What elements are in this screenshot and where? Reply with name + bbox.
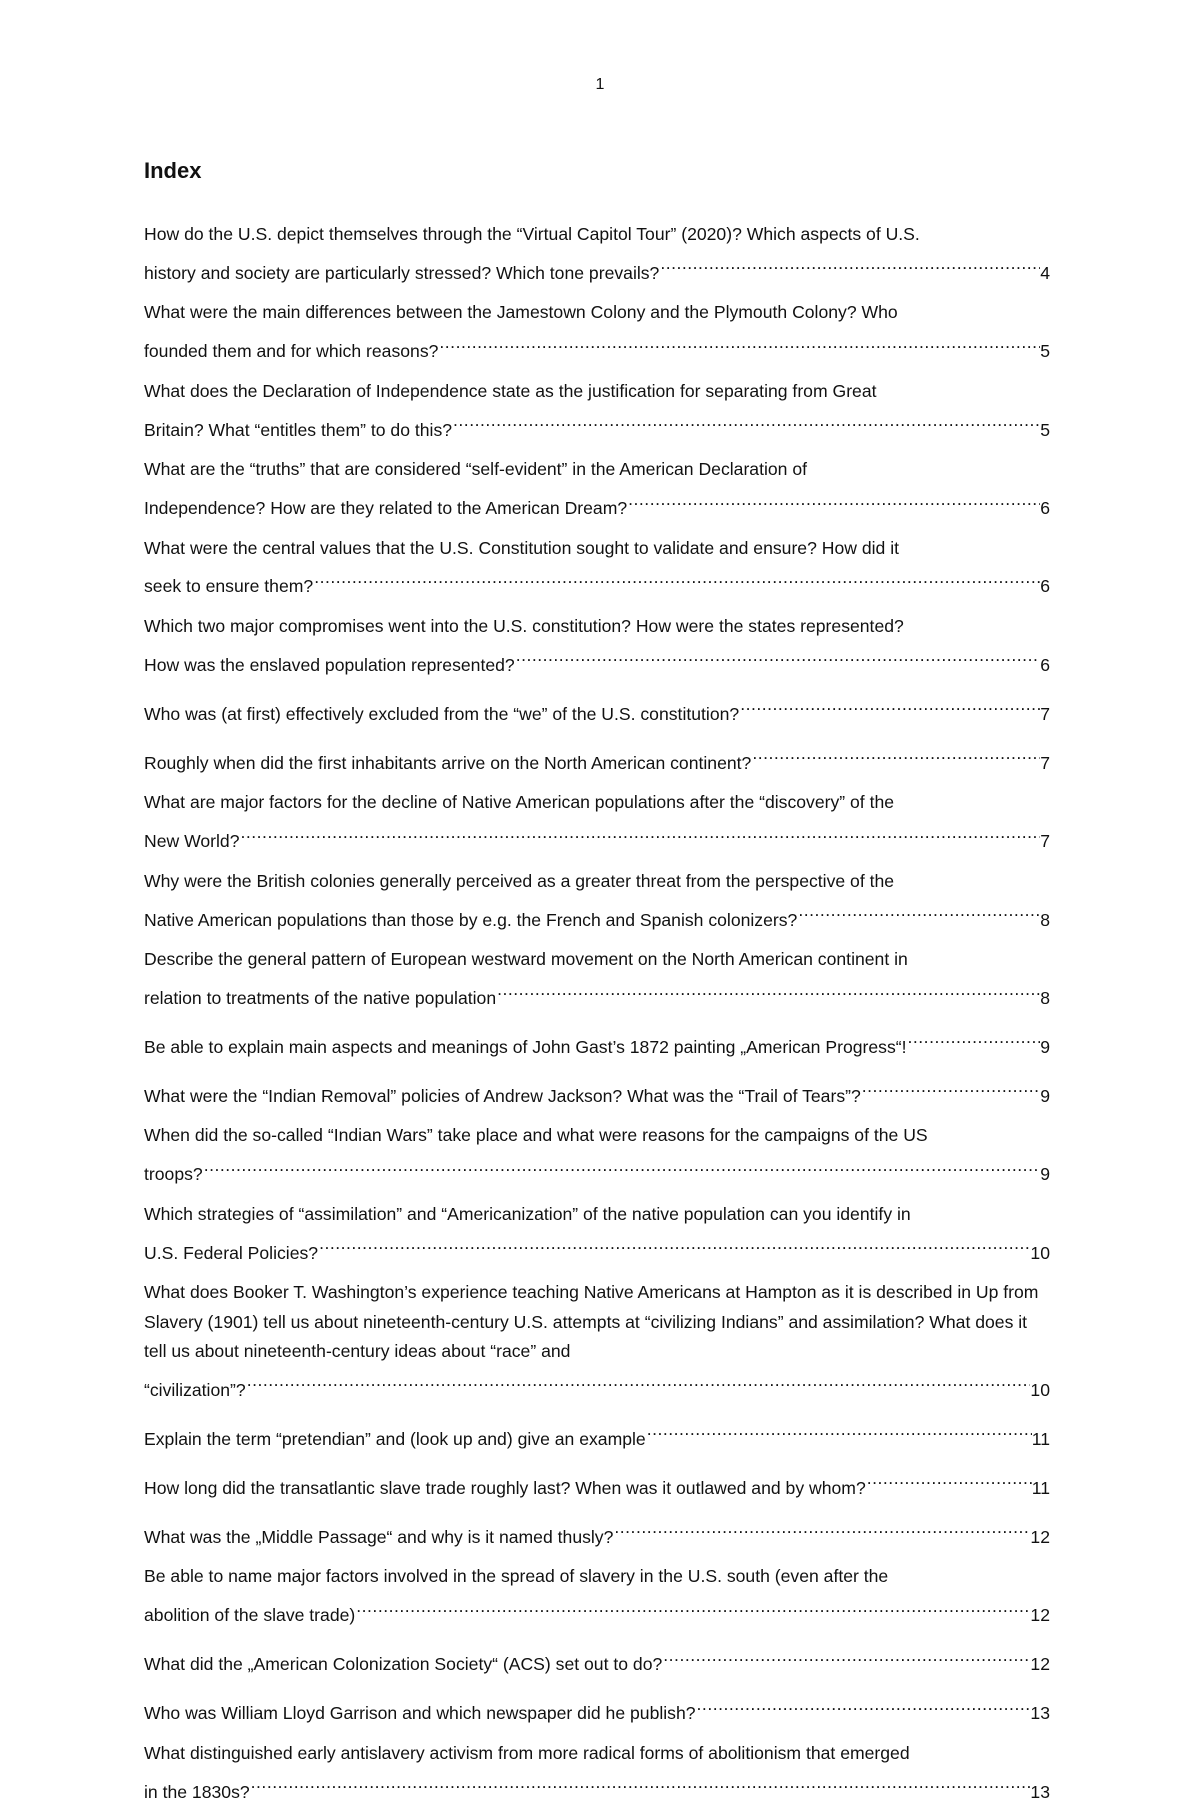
toc-page-number: 10 — [1030, 1379, 1050, 1400]
toc-entry[interactable] — [144, 1562, 1050, 1630]
toc-entry[interactable] — [144, 1641, 1050, 1680]
dot-leader — [496, 975, 1040, 1004]
toc-page-number: 8 — [1040, 987, 1050, 1008]
toc-entry[interactable] — [144, 1739, 1050, 1807]
dot-leader — [739, 690, 1040, 719]
toc-entry[interactable] — [144, 1200, 1050, 1268]
toc-page-number: 8 — [1040, 909, 1050, 930]
toc-entry-text: What was the „Middle Passage“ and why is it named thusly? — [144, 1526, 614, 1547]
dot-leader — [907, 1023, 1041, 1052]
toc-entry[interactable] — [144, 788, 1050, 856]
toc-entry-line — [144, 1229, 1050, 1268]
dot-leader — [627, 485, 1040, 514]
dot-leader — [355, 1592, 1030, 1621]
toc-page-number: 12 — [1030, 1605, 1050, 1626]
toc-entry-line — [144, 1768, 1050, 1807]
toc-entry-line — [144, 406, 1050, 445]
dot-leader — [240, 818, 1041, 847]
toc-entry[interactable] — [144, 1415, 1050, 1454]
dot-leader — [250, 1768, 1031, 1797]
toc-entry-text: Which strategies of “assimilation” and “Americanization” of the native population can you identify in — [144, 1203, 911, 1224]
toc-entry-line — [144, 563, 1050, 602]
toc-page-number: 13 — [1030, 1703, 1050, 1724]
toc-entry-line — [144, 1023, 1050, 1062]
dot-leader — [515, 641, 1041, 670]
toc-entry[interactable] — [144, 1072, 1050, 1111]
toc-page-number: 9 — [1040, 1164, 1050, 1185]
toc-entry-text: Which two major compromises went into the U.S. constitution? How were the states represented? — [144, 615, 904, 636]
toc-entry-line — [144, 1072, 1050, 1111]
toc-page-number: 7 — [1040, 703, 1050, 724]
toc-page-number: 9 — [1040, 1085, 1050, 1106]
toc-entry-text: Who was (at first) effectively excluded from the “we” of the U.S. constitution? — [144, 703, 740, 724]
toc-entry-text: What are the “truths” that are considered “self-evident” in the American Declaration of — [144, 459, 808, 480]
toc-page-number: 4 — [1040, 262, 1050, 283]
toc-entry-text: Independence? How are they related to the American Dream? — [144, 497, 628, 518]
toc-entry-text: What does Booker T. Washington’s experience teaching Native Americans at Hampton as it is described in Up from Slavery (1901) tell us about nineteenth-century U.S. attempts at “civilizing Indians” and assimilation? What does it tell us about nineteenth-century ideas about “race” and — [144, 1282, 1039, 1362]
dot-leader — [452, 406, 1040, 435]
toc-entry-text: What were the “Indian Removal” policies of Andrew Jackson? What was the “Trail of Tears”? — [144, 1085, 861, 1106]
toc-page-number: 7 — [1040, 752, 1050, 773]
toc-entry-text: How do the U.S. depict themselves through the “Virtual Capitol Tour” (2020)? Which aspects of U.S. — [144, 224, 920, 244]
toc-entry-line — [144, 1366, 1050, 1405]
toc-entry[interactable] — [144, 455, 1050, 523]
toc-page-number: 6 — [1040, 654, 1050, 675]
toc-entry-line — [144, 1592, 1050, 1631]
dot-leader — [318, 1229, 1030, 1258]
toc-entry-line — [144, 328, 1050, 367]
toc-entry-text: Describe the general pattern of European westward movement on the North American continent in — [144, 949, 908, 970]
toc-entry[interactable] — [144, 739, 1050, 778]
dot-leader — [203, 1151, 1041, 1180]
dot-leader — [613, 1513, 1030, 1542]
toc-page-number: 5 — [1040, 419, 1050, 440]
table-of-contents — [144, 220, 1050, 1817]
toc-entry-text: history and society are particularly stressed? Which tone prevails? — [144, 262, 660, 283]
toc-entry-line — [144, 249, 1050, 288]
toc-entry-text: What were the main differences between the Jamestown Colony and the Plymouth Colony? Who — [144, 302, 898, 323]
toc-entry-line — [144, 818, 1050, 857]
toc-entry-text: What does the Declaration of Independence state as the justification for separating from Great — [144, 380, 877, 401]
toc-entry[interactable] — [144, 1023, 1050, 1062]
dot-leader — [659, 249, 1040, 278]
dot-leader — [662, 1641, 1030, 1670]
toc-entry-text: U.S. Federal Policies? — [144, 1242, 319, 1263]
toc-entry-line — [144, 739, 1050, 778]
toc-entry-text: abolition of the slave trade) — [144, 1605, 356, 1626]
toc-entry-text: Native American populations than those by e.g. the French and Spanish colonizers? — [144, 909, 798, 930]
toc-entry[interactable] — [144, 534, 1050, 602]
toc-entry-text: How long did the transatlantic slave trade roughly last? When was it outlawed and by whom? — [144, 1477, 866, 1498]
toc-entry-text: founded them and for which reasons? — [144, 341, 439, 362]
dot-leader — [751, 739, 1040, 768]
toc-page-number: 7 — [1040, 831, 1050, 852]
toc-page-number: 6 — [1040, 497, 1050, 518]
toc-entry-line — [144, 485, 1050, 524]
toc-entry[interactable] — [144, 945, 1050, 1013]
toc-entry[interactable] — [144, 1513, 1050, 1552]
toc-page-number: 12 — [1030, 1654, 1050, 1675]
toc-entry[interactable] — [144, 1690, 1050, 1729]
toc-entry-text: New World? — [144, 831, 240, 852]
toc-entry-text: How was the enslaved population represented? — [144, 654, 515, 675]
toc-entry-line — [144, 975, 1050, 1014]
toc-entry-text: Who was William Lloyd Garrison and which newspaper did he publish? — [144, 1703, 696, 1724]
toc-entry-text: in the 1830s? — [144, 1781, 250, 1802]
toc-entry-text: relation to treatments of the native population — [144, 987, 497, 1008]
dot-leader — [866, 1464, 1032, 1493]
toc-entry-line — [144, 641, 1050, 680]
toc-entry-text: “civilization”? — [144, 1379, 246, 1400]
toc-entry[interactable] — [144, 1278, 1050, 1405]
toc-entry-text: When did the so-called “Indian Wars” take place and what were reasons for the campaigns of the US — [144, 1125, 928, 1146]
dot-leader — [646, 1415, 1032, 1444]
toc-entry-text: Be able to explain main aspects and meanings of John Gast’s 1872 painting „American Progress“! — [144, 1036, 907, 1057]
toc-entry-text: seek to ensure them? — [144, 576, 314, 597]
toc-entry-text: Roughly when did the first inhabitants arrive on the North American continent? — [144, 752, 752, 773]
toc-entry[interactable] — [144, 690, 1050, 729]
toc-entry-text: troops? — [144, 1164, 203, 1185]
toc-entry-text: Britain? What “entitles them” to do this? — [144, 419, 453, 440]
toc-page-number: 10 — [1030, 1242, 1050, 1263]
dot-leader — [861, 1072, 1040, 1101]
dot-leader — [696, 1690, 1031, 1719]
toc-entry[interactable] — [144, 220, 1050, 288]
toc-page-number: 13 — [1030, 1781, 1050, 1802]
page-number: 1 — [595, 76, 605, 93]
toc-entry[interactable] — [144, 298, 1050, 366]
toc-entry-line — [144, 1641, 1050, 1680]
toc-page-number: 11 — [1031, 1477, 1050, 1498]
toc-page-number: 9 — [1040, 1036, 1050, 1057]
toc-entry[interactable] — [144, 377, 1050, 445]
toc-entry-text: What were the central values that the U.S. Constitution sought to validate and ensure? How did it — [144, 537, 900, 558]
toc-entry-line — [144, 1513, 1050, 1552]
toc-entry-line — [144, 1415, 1050, 1454]
toc-entry[interactable] — [144, 612, 1050, 680]
toc-entry-text: Be able to name major factors involved in the spread of slavery in the U.S. south (even after the — [144, 1566, 889, 1587]
toc-entry-line — [144, 1151, 1050, 1190]
dot-leader — [438, 328, 1040, 357]
toc-entry-line — [144, 1464, 1050, 1503]
toc-page-number: 12 — [1030, 1526, 1050, 1547]
toc-entry-line — [144, 1690, 1050, 1729]
toc-entry-text: Explain the term “pretendian” and (look up and) give an example — [144, 1428, 646, 1449]
toc-entry[interactable] — [144, 1464, 1050, 1503]
toc-entry[interactable] — [144, 1121, 1050, 1189]
toc-page-number: 6 — [1040, 576, 1050, 597]
dot-leader — [797, 896, 1040, 925]
toc-entry-line — [144, 690, 1050, 729]
toc-page-number: 11 — [1031, 1428, 1050, 1449]
page-title: Index — [144, 158, 202, 183]
toc-page-number: 5 — [1040, 341, 1050, 362]
toc-entry-line — [144, 896, 1050, 935]
toc-entry[interactable] — [144, 867, 1050, 935]
toc-entry-text: What did the „American Colonization Society“ (ACS) set out to do? — [144, 1654, 663, 1675]
toc-entry-text: Why were the British colonies generally perceived as a greater threat from the perspective of the — [144, 870, 895, 891]
dot-leader — [313, 563, 1040, 592]
toc-entry-text: What distinguished early antislavery activism from more radical forms of abolitionism that emerged — [144, 1742, 910, 1763]
toc-entry-text: What are major factors for the decline of Native American populations after the “discovery” of the — [144, 792, 895, 813]
dot-leader — [246, 1366, 1031, 1395]
